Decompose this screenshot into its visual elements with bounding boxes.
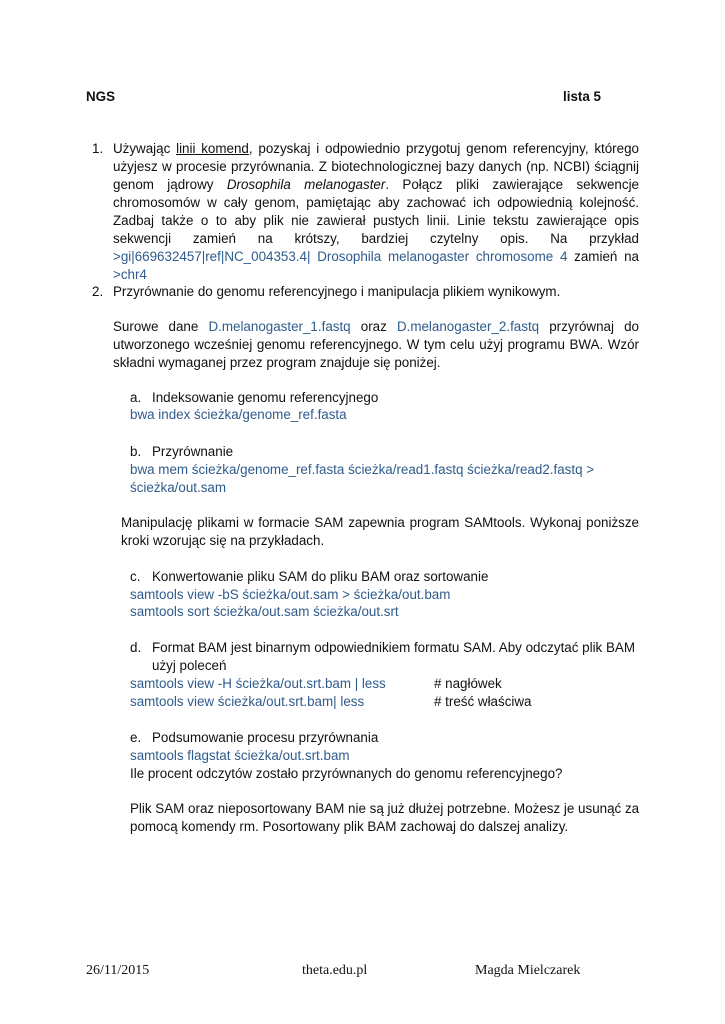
step-c-title: Konwertowanie pliku SAM do pliku BAM oraz sortowanie [152,569,489,584]
header-example-original: >gi|669632457|ref|NC_004353.4| Drosophila melanogaster chromosome 4 [113,249,568,264]
item-2-number: 2. [92,284,104,299]
final-paragraph-line-1: Plik SAM oraz nieposortowany BAM nie są już dłużej potrzebne. Możesz je usunąć za [130,801,640,816]
step-d-title-line-1: Format BAM jest binarnym odpowiednikiem formatu SAM. Aby odczytać plik BAM [152,640,635,655]
step-d-command-1: samtools view -H ścieżka/out.srt.bam | less [130,676,386,691]
species-name: Drosophila melanogaster [226,177,386,192]
header-title: NGS [86,89,116,104]
step-e-command: samtools flagstat ścieżka/out.srt.bam [130,748,350,763]
item-1-number: 1. [92,141,104,156]
header-list-number: lista 5 [563,89,601,104]
item-1-text-a: Używając [113,141,177,156]
step-a-label: a. [130,390,142,405]
footer-author: Magda Mielczarek [475,963,581,978]
item-2-text-a: Surowe dane [113,319,209,334]
step-e-question: Ile procent odczytów zostało przyrównanych do genomu referencyjnego? [130,766,563,781]
step-c-label: c. [130,569,141,584]
step-a-command: bwa index ścieżka/genome_ref.fasta [130,407,347,422]
step-e-label: e. [130,730,142,745]
footer-date: 26/11/2015 [86,963,150,978]
fastq-file-2: D.melanogaster_2.fastq [396,319,540,334]
step-d-title-line-2: użyj poleceń [152,658,227,673]
step-d-label: d. [130,640,142,655]
step-d-comment-2: # treść właściwa [434,694,532,709]
item-1-text [113,140,639,284]
item-1-text-b: , pozyskaj i odpowiednio przygotuj genom referencyjny, którego użyjesz w procesie przyrównania. Z biotechnologicznej bazy danych (np. NCBI) ściągnij genom jądrowy [113,141,639,192]
final-paragraph-line-2: pomocą komendy rm. Posortowany plik BAM zachowaj do dalszej analizy. [130,819,569,834]
step-b-title: Przyrównanie [152,444,234,459]
step-e-title: Podsumowanie procesu przyrównania [152,730,379,745]
step-d-command-2: samtools view ścieżka/out.srt.bam| less [130,694,365,709]
item-2-title: Przyrównanie do genomu referencyjnego i manipulacja plikiem wynikowym. [113,284,561,299]
step-a-title: Indeksowanie genomu referencyjnego [152,390,379,405]
command-line-link: linii komend [176,141,249,156]
step-c-command-1: samtools view -bS ścieżka/out.sam > ścieżka/out.bam [130,587,451,602]
samtools-paragraph: Manipulację plikami w formacie SAM zapewnia program SAMtools. Wykonaj poniższe kroki wzorując się na przykładach. [121,515,639,548]
fastq-file-1: D.melanogaster_1.fastq [208,319,351,334]
step-c-command-2: samtools sort ścieżka/out.sam ścieżka/out.srt [130,604,399,619]
item-1-text-c: . Połącz pliki zawierające sekwencje chromosomów w cały genom, pamiętając aby zachować ich odpowiednią kolejność. Zadbaj także o to aby plik nie zawierał pustych linii. Linie tekstu zawierające opis sekwencji zamień na krótszy, bardziej czytelny opis. Na przykład [113,177,639,246]
item-2-paragraph [113,318,639,372]
footer-site: theta.edu.pl [302,963,368,978]
step-d-comment-1: # nagłówek [434,676,502,691]
step-b-command-line-2: ścieżka/out.sam [130,480,227,495]
item-2-text-b: oraz [350,319,397,334]
step-b-command-line-1: bwa mem ścieżka/genome_ref.fasta ścieżka/read1.fastq ścieżka/read2.fastq > [130,462,595,477]
item-2-text-c: przyrównaj do utworzonego wcześniej genomu referencyjnego. W tym celu użyj programu BWA. Wzór składni wymaganej przez program znajduje się poniżej. [113,319,639,370]
header-example-new: >chr4 [113,267,147,282]
item-1-text-d: zamień na [567,249,639,264]
step-b-label: b. [130,444,142,459]
